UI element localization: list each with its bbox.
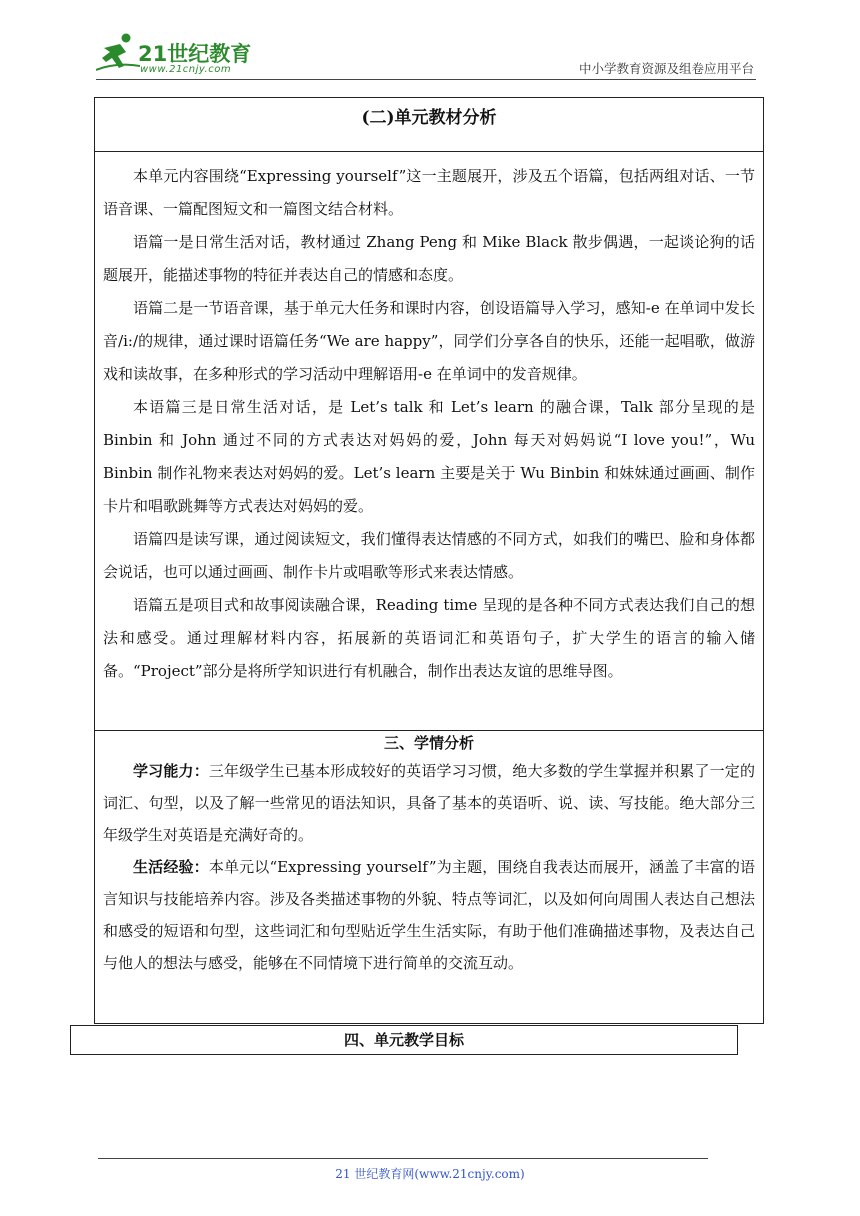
paragraph	[103, 851, 755, 979]
header-divider	[96, 79, 756, 80]
footer-text: 21 世纪教育网(www.21cnjy.com)	[335, 1167, 525, 1181]
item-text: 三年级学生已基本形成较好的英语学习习惯，绝大多数的学生掌握并积累了一定的词汇、句型，以及了解一些常见的语法知识，具备了基本的英语听、说、读、写技能。绝大部分三年级学生对英语是充满好奇的。	[103, 762, 755, 844]
logo-url: www.21cnjy.com	[140, 64, 232, 75]
paragraph: 语篇四是读写课，通过阅读短文，我们懂得表达情感的不同方式，如我们的嘴巴、脸和身体都会说话，也可以通过画画、制作卡片或唱歌等形式来表达情感。	[103, 530, 755, 581]
section3-title: 三、学情分析	[383, 734, 474, 752]
item-text: 本单元以“Expressing yourself”为主题，围绕自我表达而展开，涵盖了丰富的语言知识与技能培养内容。涉及各类描述事物的外貌、特点等词汇，以及如何向周围人表达自己想法和感受的短语和句型，这些词汇和句型贴近学生生活实际，有助于他们准确描述事物，及表达自己与他人的想法与感受，能够在不同情境下进行简单的交流互动。	[103, 858, 755, 972]
paragraph: 语篇五是项目式和故事阅读融合课，Reading time 呈现的是各种不同方式表达我们自己的想法和感受。通过理解材料内容，拓展新的英语词汇和英语句子，扩大学生的语言的输入储备。“Project”部分是将所学知识进行有机融合，制作出表达友谊的思维导图。	[103, 596, 755, 680]
section2-title: (二)单元教材分析	[361, 108, 497, 128]
paragraph	[103, 755, 755, 851]
paragraph: 本单元内容围绕“Expressing yourself”这一主题展开，涉及五个语篇，包括两组对话、一节语音课、一篇配图短文和一篇图文结合材料。	[103, 167, 755, 218]
page-header	[0, 0, 860, 80]
platform-name: 中小学教育资源及组卷应用平台	[578, 61, 754, 76]
section3-body	[94, 730, 764, 1024]
footer-divider	[98, 1158, 708, 1159]
section4-title: 四、单元教学目标	[70, 1025, 738, 1055]
paragraph: 本语篇三是日常生活对话，是 Let’s talk 和 Let’s learn 的融合课，Talk 部分呈现的是 Binbin 和 John 通过不同的方式表达对妈妈的爱，John 每天对妈妈说“I love you!”，Wu Binbin 制作礼物来表达对妈妈的爱。Let’s learn 主要是关于 Wu Binbin 和妹妹通过画画、制作卡片和唱歌跳舞等方式表达对妈妈的爱。	[103, 398, 755, 515]
paragraph: 语篇一是日常生活对话，教材通过 Zhang Peng 和 Mike Black 散步偶遇，一起谈论狗的话题展开，能描述事物的特征并表达自己的情感和态度。	[103, 233, 755, 284]
section2-title-cell	[94, 97, 764, 151]
logo-brand: 21世纪教育	[138, 42, 252, 66]
logo	[96, 30, 276, 80]
paragraph: 语篇二是一节语音课，基于单元大任务和课时内容，创设语篇导入学习，感知-e 在单词中发长音/i:/的规律，通过课时语篇任务“We are happy”，同学们分享各自的快乐，还能一起唱歌，做游戏和读故事，在多种形式的学习活动中理解语用-e 在单词中的发音规律。	[103, 299, 755, 383]
section2-body	[94, 151, 764, 730]
item-label: 学习能力：	[133, 762, 209, 780]
runner-logo-icon	[96, 32, 140, 72]
item-label: 生活经验：	[133, 858, 209, 876]
